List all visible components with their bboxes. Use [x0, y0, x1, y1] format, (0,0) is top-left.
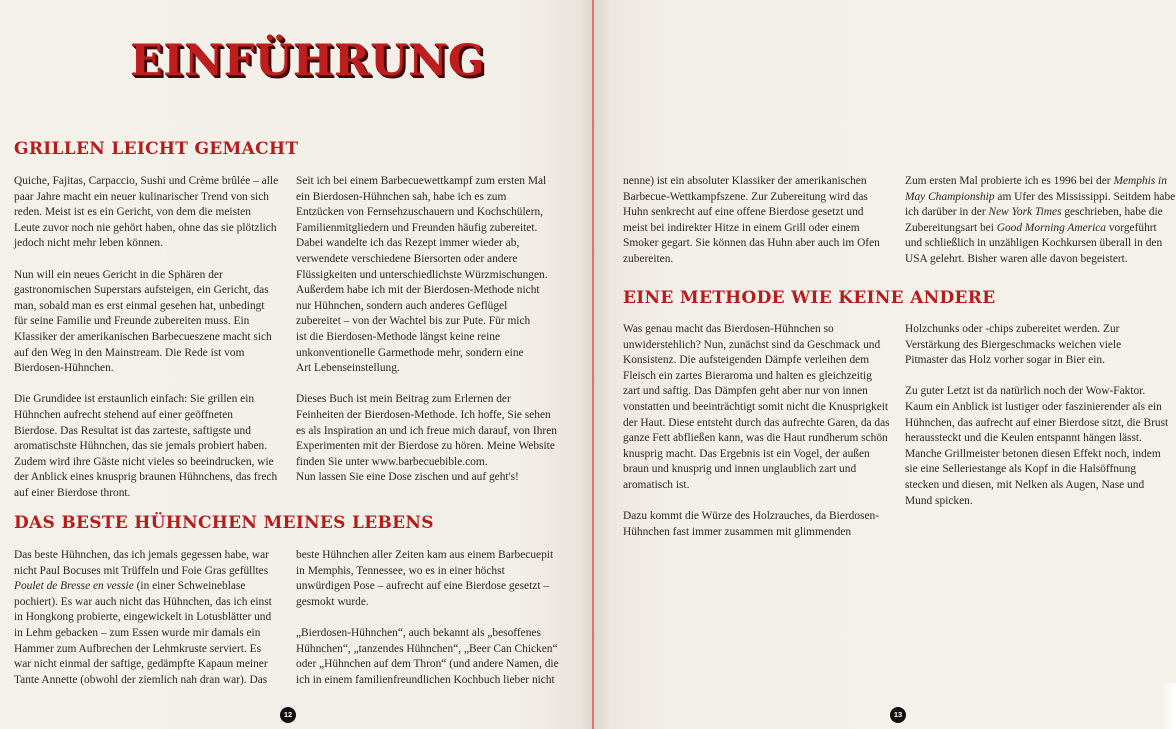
paragraph: Dieses Buch ist mein Beitrag zum Erlernen der Feinheiten der Bierdosen-Methode. Ich hoffe, Sie sehen es als Inspiration an und ich freue mich darauf, von Ihren Experimenten mit der Bierdose zu hören. Meine Website finden Sie unter www.barbecuebible.com. Nun lassen Sie eine Dose zischen und auf geht's!: [296, 393, 557, 484]
paragraph: Zu guter Letzt ist da natürlich noch der Wow-Faktor. Kaum ein Anblick ist lustiger oder faszinierender als ein Hühnchen, das aufrecht auf einer Bierdose sitzt, die Brust heraussteckt und die Keulen entspannt hängen lässt. Manche Grillmeister betonen diesen Effekt noch, indem sie eine Selleriestange als Kopf in die Halsöffnung stecken und diesen, mit Nelken als Augen, Nase und Mund spicken.: [905, 385, 1169, 507]
paragraph: Zum ersten Mal probierte ich es 1996 bei der Memphis in May Championship am Ufer des Mississippi. Seitdem habe ich darüber in der New York Times geschrieben, habe die Zubereitungsart bei Good Morning America vorgeführt und schließlich in unzähligen Kochkursen überall in den USA gelehrt. Bisher waren alle davon begeistert.: [905, 175, 1176, 265]
right-column-3: [623, 322, 893, 540]
page-number-left: 12: [280, 707, 296, 723]
right-column-2: [905, 174, 1175, 268]
paragraph: beste Hühnchen aller Zeiten kam aus einem Barbecuepit in Memphis, Tennessee, wo es in einer höchst unwürdigen Pose – aufrecht auf eine Bierdose gesetzt – gesmokt wurde.: [296, 549, 554, 608]
section-heading-methode: EINE METHODE WIE KEINE ANDERE: [623, 288, 996, 308]
right-column-1: [623, 174, 893, 268]
right-column-4: [905, 322, 1175, 509]
paragraph: Quiche, Fajitas, Carpaccio, Sushi und Crème brûlée – alle paar Jahre macht ein neuer kulinarischer Trend von sich reden. Meist ist es ein Gericht, von dem die meisten Leute zuvor noch nie gehört haben, ohne das sie plötzlich jedoch nicht mehr leben können.: [14, 175, 279, 250]
left-column-2: [296, 174, 566, 486]
left-column-1: [14, 174, 288, 501]
paragraph: „Bierdosen-Hühnchen“, auch bekannt als „besoffenes Hühnchen“, „tanzendes Hühnchen“, „Beer Can Chicken“ oder „Hühnchen auf dem Thron“ (und andere Namen, die ich in einem familienfreundlichen Kochbuch lieber nicht: [296, 626, 559, 686]
chapter-title: EINFÜHRUNG: [130, 36, 486, 86]
paragraph: Seit ich bei einem Barbecuewettkampf zum ersten Mal ein Bierdosen-Hühnchen sah, habe ich es zum Entzücken von Fernsehzuschauern und Kochschülern, Familienmitgliedern und Freunden häufig zubereitet. Dabei wandelte ich das Rezept immer wieder ab, verwendete verschiedene Biersorten oder andere Flüssigkeiten und unterschiedlichste Würzmischungen. Außerdem habe ich mit der Bierdosen-Methode nicht nur Hühnchen, sondern auch anderes Geflügel zubereitet – von der Wachtel bis zur Pute. Für mich ist die Bierdosen-Methode längst keine reine unkonventionelle Garmethode mehr, sondern eine Art Lebenseinstellung.: [296, 175, 548, 375]
paragraph: Das beste Hühnchen, das ich jemals gegessen habe, war nicht Paul Bocuses mit Trüffeln und Foie Gras gefülltes Poulet de Bresse en vessie (in einer Schweineblase pochiert). Es war auch nicht das Hühnchen, das ich einst in Hongkong probierte, eingewickelt in Lotusblätter und in Lehm gebacken – zum Essen wurde mir damals ein Hammer zum Aufbrechen der Lehmkruste serviert. Es war nicht einmal der saftige, gedämpfte Kapaun meiner Tante Annette (obwohl der ziemlich nah dran war). Das: [14, 549, 272, 686]
paragraph: nenne) ist ein absoluter Klassiker der amerikanischen Barbecue-Wettkampfszene. Zur Zubereitung wird das Huhn senkrecht auf eine offene Bierdose gesetzt und meist bei indirekter Hitze in einem Grill oder einem Smoker gegart. Sie können das Huhn aber auch im Ofen zubereiten.: [623, 175, 880, 265]
paragraph: Dazu kommt die Würze des Holzrauches, da Bierdosen- Hühnchen fast immer zusammen mit glimmenden: [623, 510, 879, 538]
page-curl: [1160, 683, 1176, 729]
section-heading-bestes-huehnchen: DAS BESTE HÜHNCHEN MEINES LEBENS: [14, 513, 434, 533]
page-number-right: 13: [890, 707, 906, 723]
right-page: [594, 0, 1176, 729]
section-heading-grillen: GRILLEN LEICHT GEMACHT: [14, 139, 299, 159]
left-column-4: [296, 548, 566, 688]
paragraph: Nun will ein neues Gericht in die Sphären der gastronomischen Superstars aufsteigen, ein Gericht, das man, sobald man es erst einmal gesehen hat, unbedingt für seine Familie und Freunde zubereiten muss. Ein Klassiker der amerikanischen Barbecueszene macht sich auf den Weg in den Mainstream. Die Rede ist vom Bierdosen-Hühnchen.: [14, 268, 272, 375]
paragraph: Die Grundidee ist erstaunlich einfach: Sie grillen ein Hühnchen aufrecht stehend auf einer geöffneten Bierdose. Das Resultat ist das zarteste, saftigste und aromatischste Hühnchen, das sie jemals probiert haben. Zudem wird ihre Gäste nicht vieles so beeindrucken, wie der Anblick eines knusprig braunen Hühnchens, das frech auf einer Bierdose thront.: [14, 393, 278, 499]
paragraph: Was genau macht das Bierdosen-Hühnchen so unwiderstehlich? Nun, zunächst sind da Geschmack und Konsistenz. Die aufsteigenden Dämpfe verleihen dem Fleisch ein zartes Bieraroma und halten es gleichzeitig zart und saftig. Das Dämpfen geht aber nur von innen vonstatten und beeinträchtigt somit nicht die Knusprigkeit der Haut. Diese entsteht durch das aufrechte Garen, da das ganze Fett abfließen kann, was die Haut rundherum schön knusprig macht. Das Ergebnis ist ein Vogel, der außen braun und knusprig und innen unglaublich zart und aromatisch ist.: [623, 323, 890, 491]
paragraph: Holzchunks oder -chips zubereitet werden. Zur Verstärkung des Biergeschmacks weichen viele Pitmaster das Holz vorher sogar in Bier ein.: [905, 323, 1122, 367]
left-column-3: [14, 548, 288, 688]
